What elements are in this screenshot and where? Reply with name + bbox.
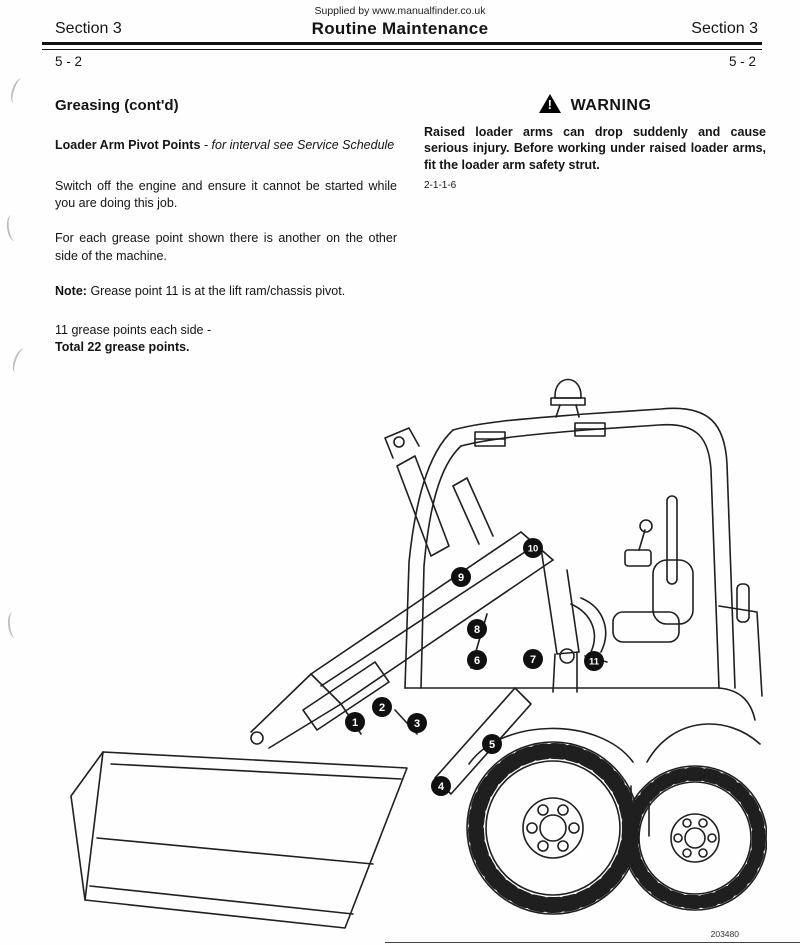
points-total: Total 22 grease points. (55, 340, 190, 355)
svg-text:1: 1 (351, 717, 359, 729)
scan-artifact (7, 611, 22, 638)
page-title: Routine Maintenance (311, 19, 489, 38)
header-section-right: Section 3 (691, 20, 758, 37)
front-wheel (467, 742, 639, 914)
grease-point-2 (372, 697, 392, 717)
grease-point-11 (584, 651, 604, 671)
left-column (55, 96, 397, 369)
subheading-bold: Loader Arm Pivot Points (55, 137, 201, 152)
supplied-by-note: Supplied by www.manualfinder.co.uk (314, 5, 486, 17)
figure-reference-number: 203480 (710, 929, 739, 939)
svg-text:7: 7 (529, 654, 537, 666)
paragraph-grease-point: For each grease point shown there is another on the other side of the machine. (55, 231, 397, 263)
bottom-edge-line (385, 942, 800, 943)
seat-and-joystick (613, 520, 693, 642)
cab-frame (405, 408, 749, 688)
svg-text:5: 5 (488, 739, 496, 751)
header-rule (42, 42, 762, 50)
warning-label: WARNING (570, 97, 652, 114)
loader-line-drawing (55, 366, 767, 938)
loader-arm-pivot-subheading (55, 137, 397, 154)
svg-text:2: 2 (378, 702, 386, 714)
grease-point-3 (407, 713, 427, 733)
body-and-fenders (405, 606, 762, 836)
svg-text:10: 10 (527, 543, 539, 555)
loader-illustration (55, 366, 767, 938)
header-section-left: Section 3 (55, 20, 122, 37)
beacon (551, 380, 585, 418)
grease-point-6 (467, 650, 487, 670)
svg-text:6: 6 (473, 655, 481, 667)
svg-text:4: 4 (437, 781, 445, 793)
svg-text:9: 9 (457, 572, 465, 584)
grease-point-5 (482, 734, 502, 754)
subheading-italic: - for interval see Service Schedule (203, 137, 395, 152)
warning-code: 2-1-1-6 (424, 180, 457, 192)
scan-artifact (5, 214, 21, 241)
svg-text:8: 8 (473, 624, 481, 636)
warning-header (424, 94, 766, 117)
bucket (71, 752, 407, 928)
note-line (55, 283, 397, 300)
rear-wheel (623, 766, 767, 910)
greasing-heading: Greasing (cont'd) (55, 97, 179, 114)
page-number-right: 5 - 2 (728, 54, 756, 69)
page-number-left: 5 - 2 (55, 54, 83, 69)
points-line: 11 grease points each side - (55, 323, 212, 338)
grease-point-1 (345, 712, 365, 732)
grease-point-9 (451, 567, 471, 587)
grease-point-4 (431, 776, 451, 796)
svg-text:11: 11 (588, 656, 600, 668)
svg-text:3: 3 (413, 718, 421, 730)
scan-artifact (10, 347, 30, 376)
paragraph-switch-off: Switch off the engine and ensure it cannot be started while you are doing this job. (55, 178, 397, 211)
scan-artifact (8, 77, 27, 105)
right-column (424, 94, 766, 193)
grease-point-7 (523, 649, 543, 669)
warning-text: Raised loader arms can drop suddenly and cause serious injury. Before working under raised loader arms, fit the loader arm safety strut. (424, 124, 766, 173)
warning-icon: ! (539, 94, 561, 113)
grease-points-summary (55, 322, 397, 357)
grease-point-8 (467, 619, 487, 639)
grease-point-10 (523, 538, 543, 558)
note-text: Grease point 11 is at the lift ram/chassis pivot. (90, 283, 346, 298)
note-label: Note: (55, 283, 87, 298)
